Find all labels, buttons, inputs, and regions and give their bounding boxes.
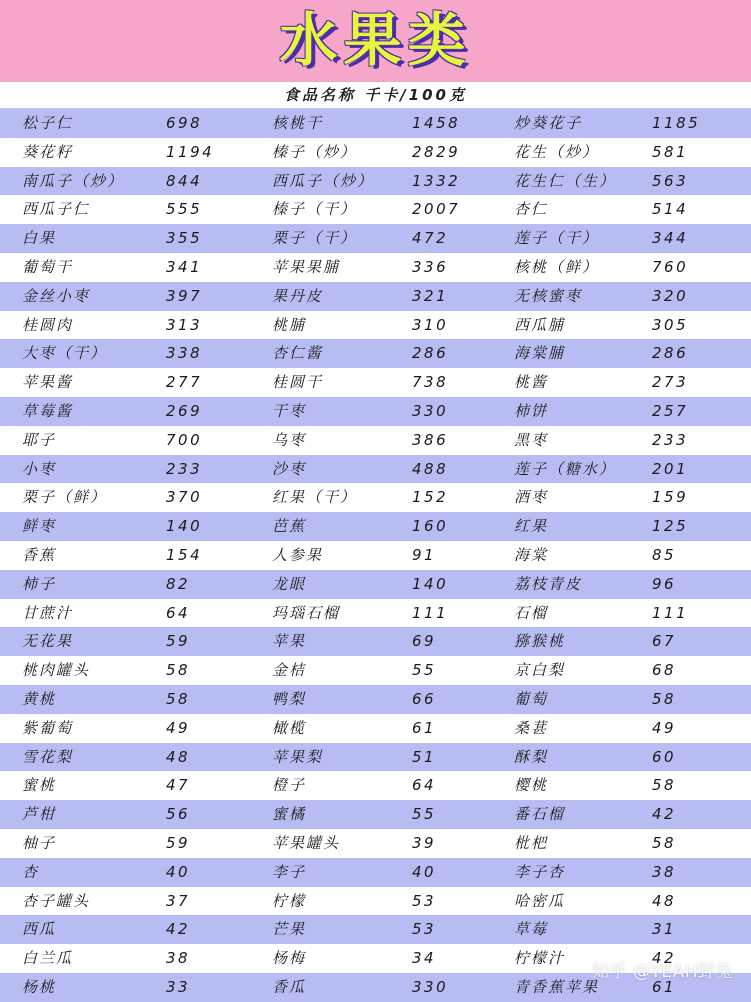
calorie-value: 844 xyxy=(166,171,203,190)
calorie-value: 370 xyxy=(166,488,203,507)
calorie-value: 58 xyxy=(652,690,677,708)
table-row xyxy=(0,282,751,311)
calorie-value: 55 xyxy=(412,661,437,680)
calorie-value: 313 xyxy=(166,315,203,334)
calorie-value: 37 xyxy=(166,891,191,910)
food-name: 橄榄 xyxy=(272,718,307,737)
food-name: 榛子（炒） xyxy=(272,142,358,161)
calorie-value: 286 xyxy=(412,344,449,363)
calorie-value: 159 xyxy=(652,488,689,507)
food-name: 桃肉罐头 xyxy=(22,661,91,680)
food-name: 西瓜子（炒） xyxy=(272,171,375,190)
calorie-value: 38 xyxy=(166,949,191,968)
calorie-value: 140 xyxy=(412,574,449,593)
calorie-table xyxy=(0,109,751,1000)
table-row xyxy=(0,800,751,829)
calorie-value: 1332 xyxy=(412,171,461,190)
calorie-value: 286 xyxy=(652,344,689,363)
calorie-value: 64 xyxy=(166,603,191,622)
food-name: 葵花籽 xyxy=(22,142,74,161)
table-row xyxy=(0,829,751,858)
food-name: 香蕉 xyxy=(22,546,57,564)
table-row xyxy=(0,483,751,512)
food-name: 核桃干 xyxy=(272,114,324,132)
food-name: 玛瑙石榴 xyxy=(272,603,341,622)
food-name: 海棠脯 xyxy=(514,344,566,363)
calorie-value: 330 xyxy=(412,978,449,996)
page-title: 水果类 xyxy=(279,6,472,74)
food-name: 栗子（干） xyxy=(272,229,358,248)
calorie-value: 69 xyxy=(412,632,437,651)
food-name: 松子仁 xyxy=(22,114,74,132)
calorie-value: 48 xyxy=(166,747,191,766)
food-name: 葡萄干 xyxy=(22,258,74,276)
food-name: 黄桃 xyxy=(22,690,57,708)
calorie-value: 330 xyxy=(412,402,449,420)
calorie-value: 338 xyxy=(166,344,203,363)
food-name: 人参果 xyxy=(272,546,324,564)
food-name: 榛子（干） xyxy=(272,200,358,219)
food-name: 鲜枣 xyxy=(22,517,57,536)
food-name: 金桔 xyxy=(272,661,307,680)
food-name: 京白梨 xyxy=(514,661,566,680)
food-name: 桑葚 xyxy=(514,718,549,737)
calorie-value: 201 xyxy=(652,459,689,478)
table-row xyxy=(0,512,751,541)
calorie-value: 34 xyxy=(412,949,437,968)
table-row xyxy=(0,685,751,714)
food-name: 杏 xyxy=(22,862,40,881)
calorie-value: 61 xyxy=(652,978,677,996)
calorie-value: 355 xyxy=(166,229,203,248)
food-name: 莲子（干） xyxy=(514,229,600,248)
food-name: 小枣 xyxy=(22,459,57,478)
table-row xyxy=(0,915,751,944)
food-name: 红果（干） xyxy=(272,488,358,507)
food-name: 花生仁（生） xyxy=(514,171,617,190)
calorie-value: 64 xyxy=(412,776,437,795)
calorie-value: 310 xyxy=(412,315,449,334)
food-name: 草莓 xyxy=(514,920,549,939)
food-name: 无花果 xyxy=(22,632,74,651)
calorie-value: 59 xyxy=(166,834,191,852)
food-name: 樱桃 xyxy=(514,776,549,795)
calorie-value: 96 xyxy=(652,574,677,593)
food-name: 柿子 xyxy=(22,574,57,593)
calorie-value: 67 xyxy=(652,632,677,651)
calorie-value: 53 xyxy=(412,920,437,939)
food-name: 莲子（糖水） xyxy=(514,459,617,478)
table-row xyxy=(0,627,751,656)
food-name: 石榴 xyxy=(514,603,549,622)
food-name: 西瓜子仁 xyxy=(22,200,91,219)
food-name: 核桃（鲜） xyxy=(514,258,600,276)
food-name: 雪花梨 xyxy=(22,747,74,766)
calorie-value: 269 xyxy=(166,402,203,420)
calorie-value: 233 xyxy=(652,430,689,449)
table-row xyxy=(0,397,751,426)
food-name: 猕猴桃 xyxy=(514,632,566,651)
food-name: 桂圆干 xyxy=(272,373,324,392)
calorie-value: 55 xyxy=(412,805,437,824)
food-name: 西瓜脯 xyxy=(514,315,566,334)
table-row xyxy=(0,743,751,772)
food-name: 耶子 xyxy=(22,430,57,449)
calorie-value: 48 xyxy=(652,891,677,910)
calorie-value: 738 xyxy=(412,373,449,392)
calorie-value: 1185 xyxy=(652,114,701,132)
food-name: 苹果梨 xyxy=(272,747,324,766)
calorie-value: 555 xyxy=(166,200,203,219)
food-name: 哈密瓜 xyxy=(514,891,566,910)
table-row xyxy=(0,368,751,397)
food-name: 酥梨 xyxy=(514,747,549,766)
table-row xyxy=(0,455,751,484)
calorie-value: 68 xyxy=(652,661,677,680)
food-name: 荔枝青皮 xyxy=(514,574,583,593)
calorie-value: 233 xyxy=(166,459,203,478)
food-name: 无核蜜枣 xyxy=(514,286,583,305)
table-row xyxy=(0,858,751,887)
food-name: 芭蕉 xyxy=(272,517,307,536)
calorie-value: 698 xyxy=(166,114,203,132)
calorie-value: 49 xyxy=(652,718,677,737)
food-name: 红果 xyxy=(514,517,549,536)
calorie-value: 273 xyxy=(652,373,689,392)
calorie-value: 53 xyxy=(412,891,437,910)
food-name: 香瓜 xyxy=(272,978,307,996)
food-name: 沙枣 xyxy=(272,459,307,478)
calorie-value: 42 xyxy=(652,805,677,824)
table-row xyxy=(0,224,751,253)
food-name: 花生（炒） xyxy=(514,142,600,161)
calorie-value: 1194 xyxy=(166,142,215,161)
calorie-value: 320 xyxy=(652,286,689,305)
table-row xyxy=(0,656,751,685)
calorie-value: 581 xyxy=(652,142,689,161)
calorie-value: 111 xyxy=(412,603,449,622)
food-name: 白兰瓜 xyxy=(22,949,74,968)
calorie-value: 488 xyxy=(412,459,449,478)
table-row xyxy=(0,138,751,167)
table-row xyxy=(0,714,751,743)
food-name: 柠檬汁 xyxy=(514,949,566,968)
table-row xyxy=(0,339,751,368)
calorie-value: 1458 xyxy=(412,114,461,132)
calorie-value: 60 xyxy=(652,747,677,766)
calorie-value: 31 xyxy=(652,920,677,939)
food-name: 紫葡萄 xyxy=(22,718,74,737)
food-name: 枇杷 xyxy=(514,834,549,852)
calorie-value: 321 xyxy=(412,286,449,305)
table-row xyxy=(0,570,751,599)
calorie-value: 277 xyxy=(166,373,203,392)
calorie-value: 760 xyxy=(652,258,689,276)
food-name: 鸭梨 xyxy=(272,690,307,708)
table-row xyxy=(0,541,751,570)
table-row xyxy=(0,771,751,800)
calorie-value: 82 xyxy=(166,574,191,593)
calorie-value: 40 xyxy=(166,862,191,881)
food-name: 番石榴 xyxy=(514,805,566,824)
table-row xyxy=(0,167,751,196)
food-name: 杨梅 xyxy=(272,949,307,968)
calorie-value: 305 xyxy=(652,315,689,334)
calorie-value: 341 xyxy=(166,258,203,276)
watermark: 知乎 @YEAH野兔 xyxy=(592,962,733,982)
calorie-value: 40 xyxy=(412,862,437,881)
food-name: 西瓜 xyxy=(22,920,57,939)
table-row xyxy=(0,195,751,224)
calorie-value: 125 xyxy=(652,517,689,536)
food-name: 果丹皮 xyxy=(272,286,324,305)
table-row xyxy=(0,599,751,628)
calorie-value: 56 xyxy=(166,805,191,824)
calorie-value: 514 xyxy=(652,200,689,219)
table-row xyxy=(0,109,751,138)
calorie-value: 39 xyxy=(412,834,437,852)
food-name: 苹果果脯 xyxy=(272,258,341,276)
food-name: 甘蔗汁 xyxy=(22,603,74,622)
food-name: 栗子（鲜） xyxy=(22,488,108,507)
food-name: 苹果罐头 xyxy=(272,834,341,852)
calorie-value: 140 xyxy=(166,517,203,536)
calorie-value: 47 xyxy=(166,776,191,795)
calorie-value: 111 xyxy=(652,603,689,622)
food-name: 干枣 xyxy=(272,402,307,420)
food-name: 李子 xyxy=(272,862,307,881)
column-caption: 食品名称 千卡/100克 xyxy=(283,86,467,104)
food-name: 黑枣 xyxy=(514,430,549,449)
calorie-value: 58 xyxy=(166,690,191,708)
food-name: 金丝小枣 xyxy=(22,286,91,305)
food-name: 白果 xyxy=(22,229,57,248)
calorie-value: 33 xyxy=(166,978,191,996)
calorie-value: 49 xyxy=(166,718,191,737)
food-name: 苹果 xyxy=(272,632,307,651)
food-name: 大枣（干） xyxy=(22,344,108,363)
calorie-value: 2829 xyxy=(412,142,461,161)
food-name: 芒果 xyxy=(272,920,307,939)
food-name: 柠檬 xyxy=(272,891,307,910)
calorie-value: 61 xyxy=(412,718,437,737)
food-name: 李子杏 xyxy=(514,862,566,881)
calorie-value: 38 xyxy=(652,862,677,881)
food-name: 桂圆肉 xyxy=(22,315,74,334)
calorie-value: 58 xyxy=(166,661,191,680)
food-name: 杏仁 xyxy=(514,200,549,219)
calorie-value: 152 xyxy=(412,488,449,507)
food-name: 龙眼 xyxy=(272,574,307,593)
food-name: 青香蕉苹果 xyxy=(514,978,600,996)
food-name: 葡萄 xyxy=(514,690,549,708)
food-name: 南瓜子（炒） xyxy=(22,171,125,190)
food-name: 杨桃 xyxy=(22,978,57,996)
calorie-value: 59 xyxy=(166,632,191,651)
table-row xyxy=(0,311,751,340)
calorie-value: 58 xyxy=(652,834,677,852)
calorie-value: 66 xyxy=(412,690,437,708)
calorie-value: 160 xyxy=(412,517,449,536)
food-name: 蜜橘 xyxy=(272,805,307,824)
calorie-value: 2007 xyxy=(412,200,461,219)
calorie-value: 397 xyxy=(166,286,203,305)
food-name: 苹果酱 xyxy=(22,373,74,392)
food-name: 杏子罐头 xyxy=(22,891,91,910)
food-name: 柚子 xyxy=(22,834,57,852)
food-name: 草莓酱 xyxy=(22,402,74,420)
calorie-value: 91 xyxy=(412,546,437,564)
food-name: 蜜桃 xyxy=(22,776,57,795)
food-name: 炒葵花子 xyxy=(514,114,583,132)
calorie-value: 42 xyxy=(166,920,191,939)
food-name: 桃酱 xyxy=(514,373,549,392)
food-name: 海棠 xyxy=(514,546,549,564)
calorie-value: 386 xyxy=(412,430,449,449)
table-row xyxy=(0,426,751,455)
table-row xyxy=(0,887,751,916)
table-row xyxy=(0,253,751,282)
title-banner xyxy=(0,0,751,82)
food-name: 芦柑 xyxy=(22,805,57,824)
food-name: 柿饼 xyxy=(514,402,549,420)
food-name: 酒枣 xyxy=(514,488,549,507)
calorie-value: 51 xyxy=(412,747,437,766)
calorie-value: 700 xyxy=(166,430,203,449)
calorie-value: 85 xyxy=(652,546,677,564)
calorie-value: 472 xyxy=(412,229,449,248)
calorie-value: 257 xyxy=(652,402,689,420)
food-name: 桃脯 xyxy=(272,315,307,334)
calorie-value: 336 xyxy=(412,258,449,276)
food-name: 杏仁酱 xyxy=(272,344,324,363)
food-name: 乌枣 xyxy=(272,430,307,449)
food-name: 橙子 xyxy=(272,776,307,795)
calorie-value: 58 xyxy=(652,776,677,795)
calorie-value: 563 xyxy=(652,171,689,190)
calorie-value: 154 xyxy=(166,546,203,564)
calorie-value: 344 xyxy=(652,229,689,248)
calorie-value: 42 xyxy=(652,949,677,968)
